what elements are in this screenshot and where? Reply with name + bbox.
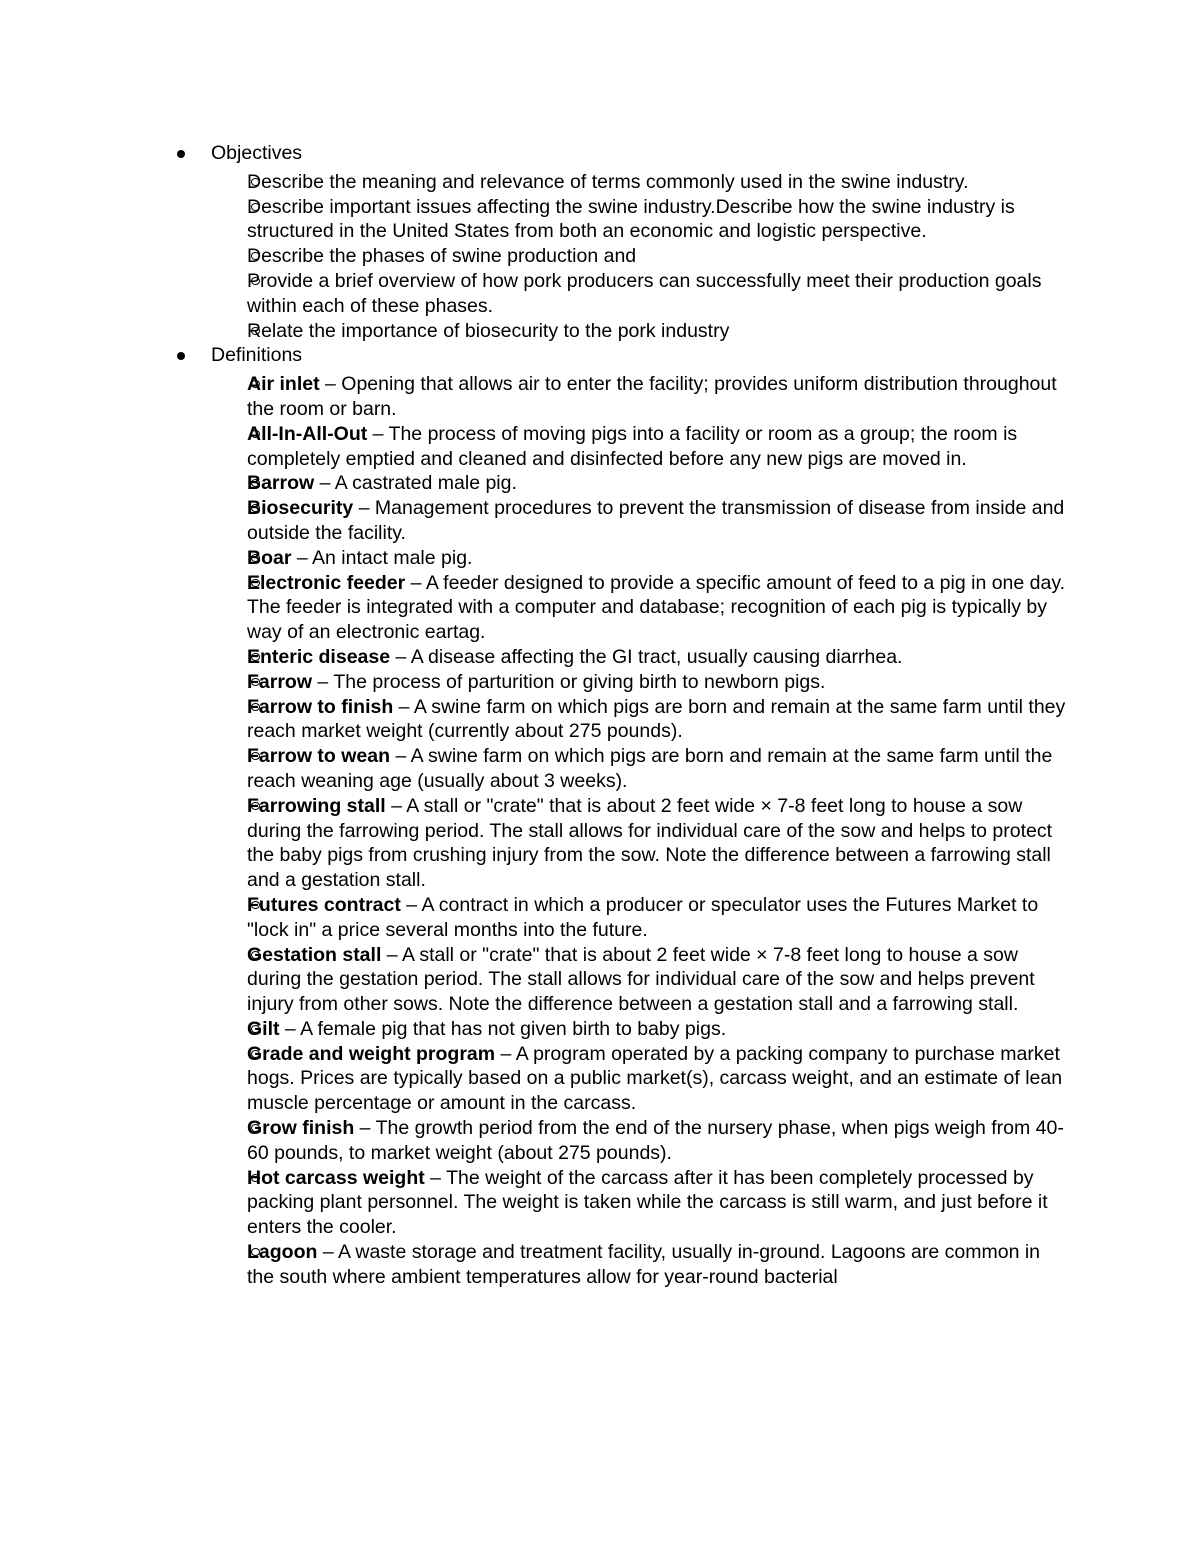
circle-bullet-icon	[251, 178, 260, 186]
circle-bullet-icon	[251, 579, 260, 587]
objective-text: Describe the phases of swine production and	[247, 245, 637, 268]
objective-text: Describe the meaning and relevance of terms commonly used in the swine industry.	[247, 170, 969, 193]
objective-text: Provide a brief overview of how pork producers can successfully meet their production goals within each of these phases.	[247, 269, 1042, 317]
definition-term: Air inlet	[247, 373, 320, 396]
definition-item	[176, 1240, 1066, 1290]
definition-item	[176, 546, 1066, 571]
definition-text: – A contract in which a producer or speculator uses the Futures Market to "lock in" a price several months into the future.	[247, 893, 1039, 941]
definition-term: Boar	[247, 546, 292, 569]
definition-term: Barrow	[247, 472, 315, 495]
circle-bullet-icon	[251, 430, 260, 438]
definition-text: – Management procedures to prevent the transmission of disease from inside and outside the facility.	[247, 497, 1065, 544]
definition-item	[176, 1166, 1066, 1240]
objective-item	[176, 319, 1066, 344]
objective-item	[176, 195, 1066, 245]
document-body	[176, 141, 1066, 1290]
objective-item	[176, 170, 1066, 195]
definition-item	[176, 670, 1066, 695]
definition-term: Enteric disease	[247, 645, 391, 668]
definition-item	[176, 1116, 1066, 1166]
circle-bullet-icon	[251, 1174, 260, 1182]
definition-text: – The process of moving pigs into a facility or room as a group; the room is completely emptied and cleaned and disinfected before any new pigs are moved in.	[247, 422, 1018, 470]
definition-item	[176, 794, 1066, 893]
definition-text: – Opening that allows air to enter the facility; provides uniform distribution throughout the room or barn.	[247, 373, 1057, 420]
circle-bullet-icon	[251, 1248, 260, 1256]
definition-term: Futures contract	[247, 893, 401, 916]
definition-text: – A stall or "crate" that is about 2 feet wide × 7-8 feet long to house a sow during the farrowing period. The stall allows for individual care of the sow and helps to protect the baby pigs from crushing injury from the sow. Note the difference between a farrowing stall and a gestation stall.	[247, 794, 1053, 892]
definition-item	[176, 496, 1066, 546]
definition-text: – A castrated male pig.	[314, 472, 517, 495]
section-heading: Objectives	[211, 142, 303, 164]
definition-text: – An intact male pig.	[291, 546, 473, 569]
definition-text: – A disease affecting the GI tract, usually causing diarrhea.	[390, 645, 903, 668]
outline-list	[176, 141, 1066, 1290]
circle-bullet-icon	[251, 901, 260, 909]
section-item-list	[211, 372, 1066, 1289]
definition-term: Grow finish	[247, 1117, 355, 1140]
disc-bullet-icon	[177, 150, 185, 158]
definition-term: Farrow to wean	[247, 745, 391, 768]
objective-item	[176, 269, 1066, 319]
definition-item	[176, 1042, 1066, 1116]
definition-text: – A stall or "crate" that is about 2 feet wide × 7-8 feet long to house a sow during the gestation period. The stall allows for individual care of the sow and helps prevent injury from other sows. Note the difference between a gestation stall and a farrowing stall.	[247, 943, 1035, 1016]
definition-text: – A feeder designed to provide a specific amount of feed to a pig in one day. The feeder is integrated with a computer and database; recognition of each pig is typically by way of an electronic eartag.	[247, 571, 1066, 644]
definition-term: Farrow to finish	[247, 695, 394, 718]
objective-item	[176, 244, 1066, 269]
section-item-list	[211, 170, 1066, 344]
definition-text: – A swine farm on which pigs are born and remain at the same farm until they reach market weight (currently about 275 pounds).	[247, 695, 1066, 743]
definition-term: Hot carcass weight	[247, 1166, 425, 1189]
definition-text: – A swine farm on which pigs are born and remain at the same farm until the reach weaning age (usually about 3 weeks).	[247, 745, 1053, 792]
definition-term: Electronic feeder	[247, 571, 406, 594]
definition-term: Farrow	[247, 670, 313, 693]
circle-bullet-icon	[251, 327, 260, 335]
section-objectives	[176, 141, 1066, 343]
section-definitions	[176, 343, 1066, 1289]
circle-bullet-icon	[251, 653, 260, 661]
objective-text: Relate the importance of biosecurity to the pork industry	[247, 319, 730, 342]
circle-bullet-icon	[251, 554, 260, 562]
definition-term: Gilt	[247, 1017, 280, 1040]
definition-term: Lagoon	[247, 1241, 318, 1264]
circle-bullet-icon	[251, 1025, 260, 1033]
definition-text: – The weight of the carcass after it has been completely processed by packing plant personnel. The weight is taken while the carcass is still warm, and just before it enters the cooler.	[247, 1166, 1048, 1239]
circle-bullet-icon	[251, 1050, 260, 1058]
definition-text: – A waste storage and treatment facility, usually in-ground. Lagoons are common in the south where ambient temperatures allow for year-round bacterial	[247, 1241, 1041, 1288]
disc-bullet-icon	[177, 352, 185, 360]
definition-item	[176, 422, 1066, 472]
definition-item	[176, 744, 1066, 794]
circle-bullet-icon	[251, 203, 260, 211]
definition-item	[176, 471, 1066, 496]
definition-item	[176, 645, 1066, 670]
circle-bullet-icon	[251, 703, 260, 711]
objective-text: Describe important issues affecting the swine industry.Describe how the swine industry is structured in the United States from both an economic and logistic perspective.	[247, 195, 1015, 243]
definition-item	[176, 372, 1066, 422]
circle-bullet-icon	[251, 277, 260, 285]
circle-bullet-icon	[251, 678, 260, 686]
definition-item	[176, 1017, 1066, 1042]
definition-term: Grade and weight program	[247, 1042, 496, 1065]
definition-term: Farrowing stall	[247, 794, 386, 817]
definition-item	[176, 893, 1066, 943]
definition-text: – A female pig that has not given birth to baby pigs.	[279, 1017, 727, 1040]
section-heading: Definitions	[211, 344, 303, 367]
definition-item	[176, 943, 1066, 1017]
definition-term: All-In-All-Out	[247, 422, 368, 445]
definition-text: – The growth period from the end of the nursery phase, when pigs weigh from 40-60 pounds, to market weight (about 275 pounds).	[247, 1117, 1064, 1164]
definition-item	[176, 695, 1066, 745]
definition-term: Biosecurity	[247, 497, 354, 520]
circle-bullet-icon	[251, 802, 260, 810]
definition-item	[176, 571, 1066, 645]
definition-term: Gestation stall	[247, 943, 382, 966]
definition-text: – The process of parturition or giving birth to newborn pigs.	[312, 670, 826, 693]
definition-text: – A program operated by a packing company to purchase market hogs. Prices are typically based on a public market(s), carcass weight, and an estimate of lean muscle percentage or amount in the carcass.	[247, 1042, 1063, 1115]
circle-bullet-icon	[251, 951, 260, 959]
